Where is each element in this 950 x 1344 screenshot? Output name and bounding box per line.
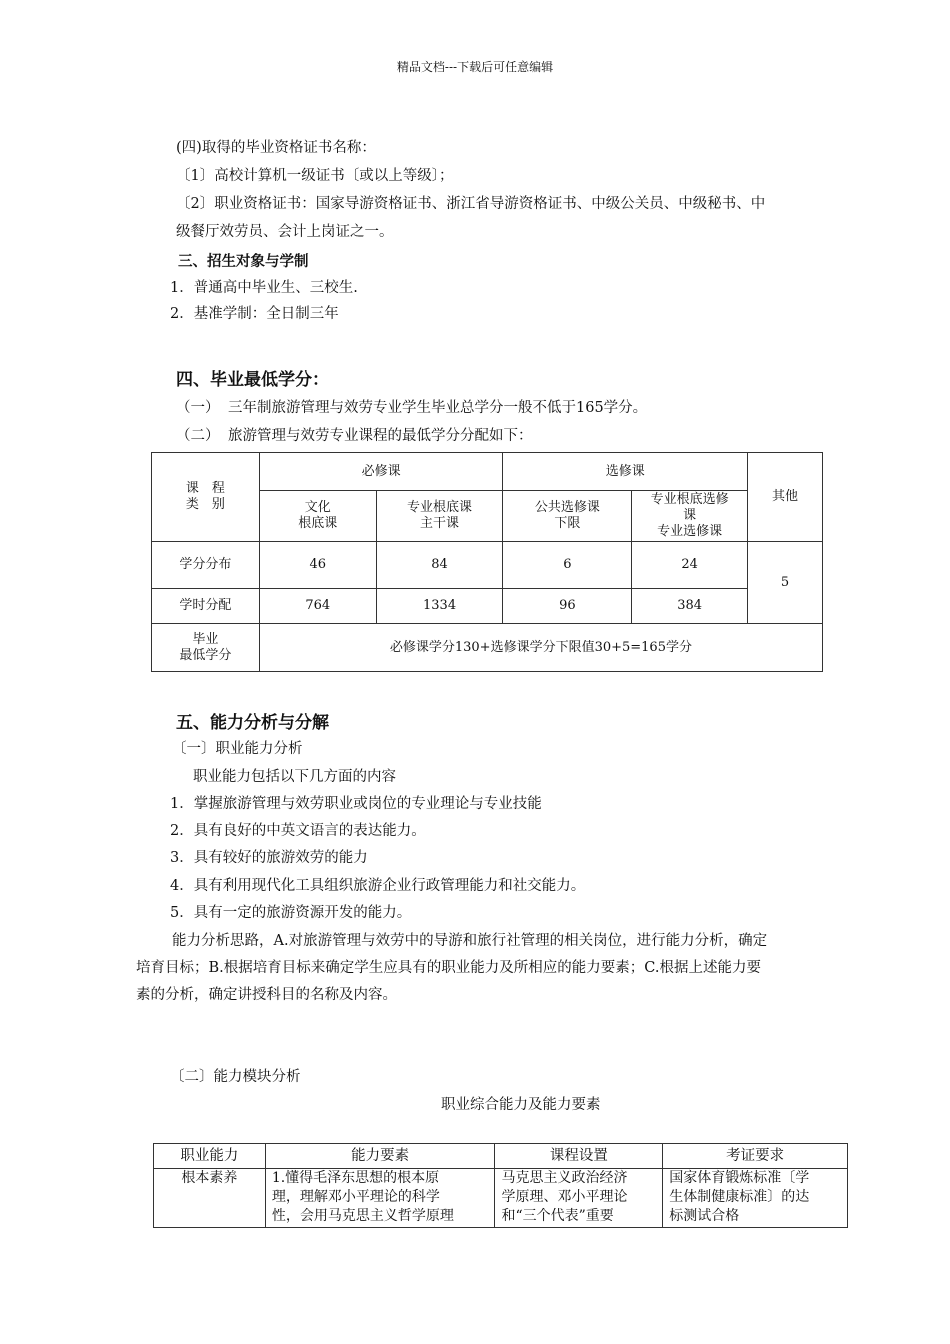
credits-cell: 6: [503, 542, 632, 589]
prof-base-course-header: 专业根底课 主干课: [376, 491, 503, 542]
ability-item: 3．具有较好的旅游效劳的能力: [170, 850, 368, 866]
cert-item-2-line1: 〔2〕职业资格证书：国家导游资格证书、浙江省导游资格证书、中级公关员、中级秘书、中: [176, 196, 766, 212]
ability-para-line2: 培育目标；B.根据培育目标来确定学生应具有的职业能力及所相应的能力要素；C.根据上述能力要: [136, 960, 761, 976]
credits-line1-text: 三年制旅游管理与效劳专业学生毕业总学分一般不低于165学分。: [228, 400, 648, 416]
module-header: 职业能力: [154, 1144, 266, 1169]
enrollment-heading: 三、招生对象与学制: [178, 254, 309, 270]
other-credits-cell: 5: [748, 542, 823, 624]
module-table-title: 职业综合能力及能力要素: [441, 1097, 601, 1113]
module-header: 课程设置: [495, 1144, 663, 1169]
enrollment-item-1: 1．普通高中毕业生、三校生.: [170, 280, 358, 296]
ability-item: 1．掌握旅游管理与效劳职业或岗位的专业理论与专业技能: [170, 796, 542, 812]
credits-table: [151, 452, 823, 672]
required-header: 必修课: [259, 453, 503, 491]
ability-sub-2: 〔二〕能力模块分析: [170, 1069, 301, 1085]
elective-header: 选修课: [503, 453, 748, 491]
ability-para-line3: 素的分析，确定讲授科目的名称及内容。: [136, 987, 397, 1003]
credits-line2-num: （二）: [176, 428, 220, 444]
credits-cell: 24: [632, 542, 748, 589]
credits-line1-num: （一）: [176, 400, 220, 416]
module-courses-cell: 马克思主义政治经济 学原理、邓小平理论 和“三个代表”重要: [495, 1169, 663, 1228]
module-table: [153, 1143, 848, 1228]
ability-item: 5．具有一定的旅游资源开发的能力。: [170, 905, 412, 921]
row-credits-label: 学分分布: [152, 542, 260, 589]
enrollment-item-2: 2．基准学制：全日制三年: [170, 306, 339, 322]
ability-intro: 职业能力包括以下几方面的内容: [193, 769, 396, 785]
row-hours-label: 学时分配: [152, 589, 260, 624]
public-elective-header: 公共选修课 下限: [503, 491, 632, 542]
min-credits-formula: 必修课学分130+选修课学分下限值30+5=165学分: [259, 624, 822, 672]
ability-item: 4．具有利用现代化工具组织旅游企业行政管理能力和社交能力。: [170, 878, 586, 894]
category-header: 课 程 类 别: [152, 453, 260, 542]
row-min-credits-label: 毕业 最低学分: [152, 624, 260, 672]
cert-title: (四)取得的毕业资格证书名称：: [176, 140, 376, 156]
prof-elective-header: 专业根底选修 课 专业选修课: [632, 491, 748, 542]
ability-item: 2．具有良好的中英文语言的表达能力。: [170, 823, 426, 839]
culture-course-header: 文化 根底课: [259, 491, 376, 542]
ability-heading: 五、能力分析与分解: [176, 713, 329, 733]
credits-line2-text: 旅游管理与效劳专业课程的最低学分分配如下：: [228, 428, 533, 444]
hours-cell: 96: [503, 589, 632, 624]
module-header: 考证要求: [663, 1144, 848, 1169]
module-exam-cell: 国家体育锻炼标准〔学 生体制健康标准〕的达 标测试合格: [663, 1169, 848, 1228]
credits-heading: 四、毕业最低学分：: [176, 370, 329, 390]
module-elements-cell: 1.懂得毛泽东思想的根本原 理，理解邓小平理论的科学 性，会用马克思主义哲学原理: [265, 1169, 495, 1228]
other-header: 其他: [748, 453, 823, 542]
cert-item-1: 〔1〕高校计算机一级证书〔或以上等级〕；: [176, 168, 454, 184]
credits-cell: 84: [376, 542, 503, 589]
hours-cell: 764: [259, 589, 376, 624]
credits-cell: 46: [259, 542, 376, 589]
cert-item-2-line2: 级餐厅效劳员、会计上岗证之一。: [176, 224, 394, 240]
ability-para-line1: 能力分析思路，A.对旅游管理与效劳中的导游和旅行社管理的相关岗位，进行能力分析，确定: [172, 933, 768, 949]
hours-cell: 1334: [376, 589, 503, 624]
module-ability-cell: 根本素养: [154, 1169, 266, 1228]
hours-cell: 384: [632, 589, 748, 624]
module-header: 能力要素: [265, 1144, 495, 1169]
page-header: 精品文档---下载后可任意编辑: [396, 60, 554, 74]
ability-sub-1: 〔一〕职业能力分析: [172, 741, 303, 757]
